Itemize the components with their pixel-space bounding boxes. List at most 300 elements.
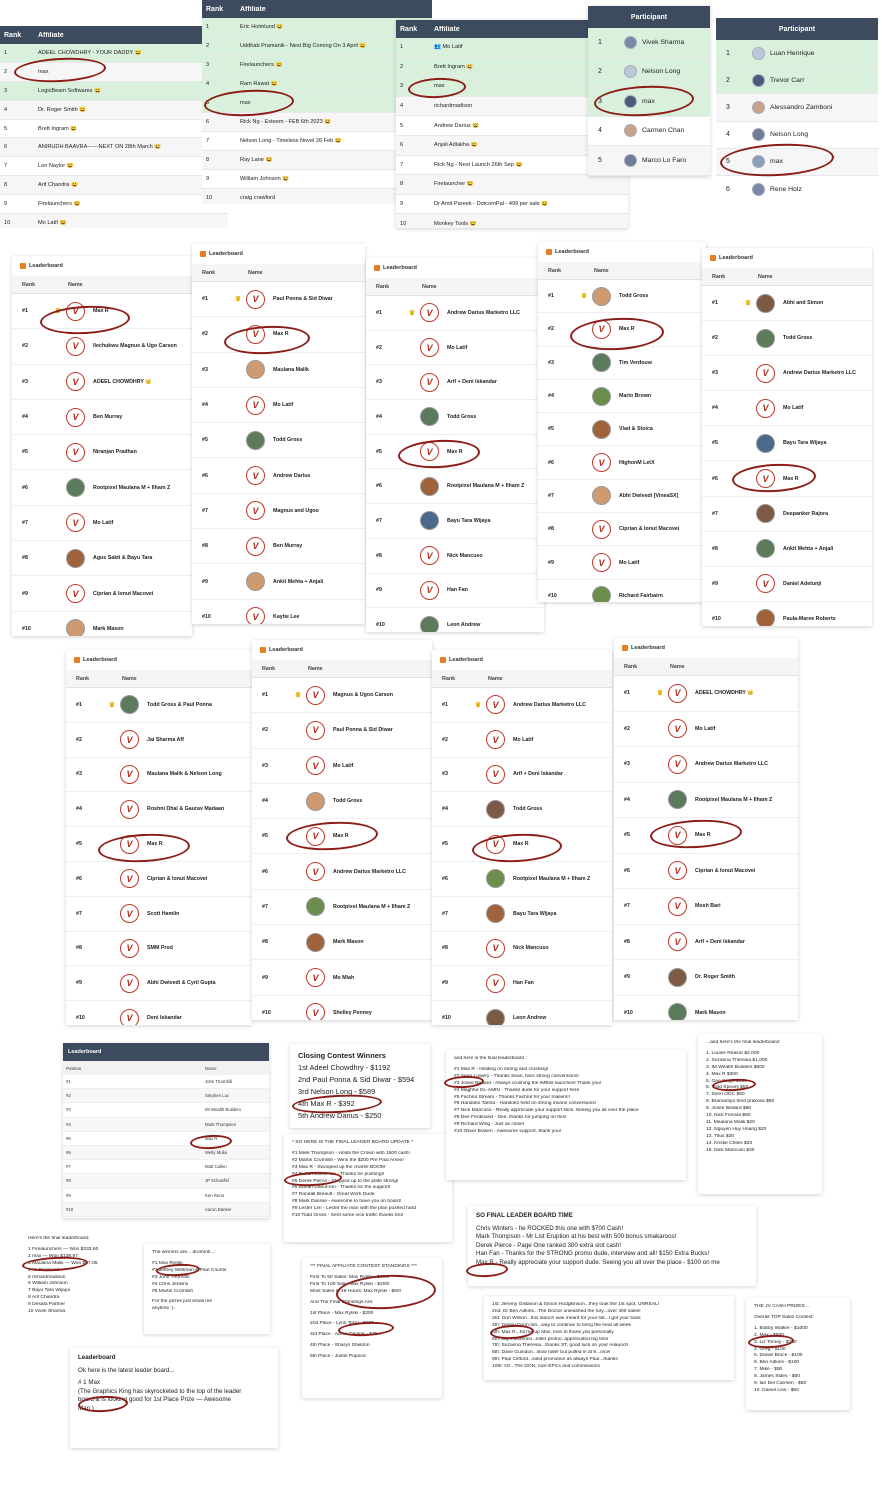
table-row	[716, 40, 878, 67]
participant-name: Leon Andrew	[447, 622, 481, 629]
leaderboard-card-6	[66, 650, 252, 1025]
leaderboard-card-7	[252, 640, 432, 1020]
trophy-icon	[74, 657, 80, 663]
participant-name: Ciprian & Ionut Macovei	[147, 875, 208, 882]
profile-photo	[246, 572, 265, 591]
leaderboard-card-1	[12, 256, 192, 636]
text-line: 8th: Dave Guindon...slow roller but pulled in at 8...nice!	[492, 1350, 611, 1356]
participant-name: Bayu Tara Wijaya	[447, 517, 491, 524]
text-line: 1st Adeel Chowdhry - $1192	[298, 1063, 391, 1072]
rank-header: Rank	[262, 665, 276, 672]
leaderboard-row	[432, 723, 612, 758]
participant-name: Rene Holz	[770, 185, 802, 193]
jv-cash-card	[746, 1298, 850, 1410]
leaderboard-row	[702, 286, 872, 321]
crown-icon: ♛	[408, 309, 416, 317]
text-line: #8 Dee Ferdinand - Dee, thanks for jumping on this!	[454, 1115, 567, 1121]
rank-cell: #7	[624, 903, 630, 910]
rank-cell: #7	[262, 903, 268, 910]
leaderboard-row	[192, 564, 365, 599]
leaderboard-row	[432, 758, 612, 793]
leaderboard-row	[366, 331, 544, 366]
text-line: 3. IM Wealth Builders $600	[706, 1064, 765, 1070]
participant-name: Mosh Bari	[695, 903, 721, 910]
text-line: #4 Maghfur EL-AMIN - Thanks dude for your support here	[454, 1087, 580, 1093]
affiliate-table-2: Rank Affiliate 1 Eric Holmlund 😀 2 Uddhab Pramanik - Next Big Coming On 3 April 😀 3 Firelaunchers 😀 4 Ram Rawat 😀 5 max 6 Rick Ng - Esteem - FEB 6th 2023 😀 7 Nelson Long - Timeless Novel 26 Feb 😀 8 Ray Lane 😀 9 William Johnson 😀 10 craig crawford	[202, 0, 432, 204]
profile-photo	[668, 1003, 687, 1020]
rank-cell: #3	[442, 771, 448, 778]
participant-name: Nick Mancuso	[447, 552, 483, 559]
rank-header: Rank	[548, 267, 562, 274]
affiliate-name: Mo Latif 😀	[38, 219, 67, 226]
affiliate-name: Uddhab Pramanik - Next Big Coming On 3 April 😀	[240, 43, 367, 49]
table-row	[716, 67, 878, 94]
leaderboard-title	[192, 244, 365, 264]
leaderboard-row	[614, 712, 798, 748]
participant-table-1: Participant 1 Vivek Sharma 2 Nelson Long 3 max 4 Carmen Chan 5 Marco Lo Faro	[588, 6, 710, 176]
brand-logo-icon: V	[420, 303, 439, 322]
profile-photo	[486, 800, 505, 819]
participant-name: Ilechukwu Magnus & Ugo Carson	[93, 343, 177, 350]
table-row	[63, 1160, 269, 1174]
table-row	[396, 175, 628, 195]
position-cell: #7	[66, 1164, 71, 1170]
participant-name: Ciprian & Ionut Macovei	[93, 590, 154, 597]
rank-cell: 9	[206, 176, 210, 182]
rank-cell: #4	[76, 806, 82, 813]
text-line: THE JV CASH PRIZES ..	[754, 1304, 809, 1309]
profile-photo	[486, 869, 505, 888]
participant-name: Andrew Darius Marketro LLC	[513, 701, 586, 708]
text-line: 8. James Sides - $50	[754, 1374, 800, 1380]
rank-cell: 4	[206, 81, 210, 87]
brand-logo-icon: V	[246, 501, 265, 520]
leaderboard-row	[192, 317, 365, 352]
participant-name: Nick Mancuso	[513, 945, 549, 952]
profile-photo	[246, 360, 265, 379]
affiliate-name: Firelaunchers 😀	[38, 201, 81, 208]
table-row	[63, 1118, 269, 1132]
rank-cell: #7	[202, 507, 208, 514]
brand-logo-icon: V	[756, 469, 775, 488]
affiliate-name: Rick Ng - Esteem - FEB 6th 2023 😀	[240, 119, 332, 125]
text-line: 4 Ali Blackwell	[28, 1267, 59, 1273]
table-row	[63, 1203, 269, 1217]
rank-cell: #8	[22, 555, 28, 562]
participant-name: Max R	[93, 308, 109, 315]
leaderboard-row	[66, 932, 252, 967]
leaderboard-title-text: Leaderboard	[555, 249, 589, 255]
text-line: 4. Greg - $100	[754, 1346, 786, 1352]
rank-cell: #9	[376, 587, 382, 594]
participant-name: Rootpixel Maulana M + Ilham Z	[695, 796, 773, 803]
participant-name: Luan Henrique	[770, 49, 815, 57]
rank-cell: #8	[376, 552, 382, 559]
brand-logo-icon: V	[306, 756, 325, 775]
rank-cell: 7	[206, 138, 210, 144]
brand-logo-icon: V	[66, 372, 85, 391]
leaderboard-row	[614, 818, 798, 854]
text-line: ...and here's the final leaderboard:	[706, 1040, 781, 1045]
brand-logo-icon: V	[420, 373, 439, 392]
text-line: * SO HERE IS THE FINAL LEADER BOARD UPDATE *	[292, 1140, 414, 1145]
text-line: #9 Lester Lim - Lester the man with the plan pushed hard	[292, 1206, 416, 1212]
profile-photo	[66, 478, 85, 497]
rank-cell: #6	[624, 867, 630, 874]
leaderboard-card-9	[614, 638, 798, 1020]
leaderboard-row	[252, 819, 432, 854]
leaderboard-row	[192, 282, 365, 317]
table-row	[63, 1089, 269, 1103]
text-line: 5th Place - Justin Popovic	[310, 1354, 367, 1360]
leaderboard-row	[252, 890, 432, 925]
name-header: Name	[122, 675, 137, 682]
participant-name: Nelson Long	[770, 131, 809, 139]
profile-photo	[66, 619, 85, 636]
rank-cell: #1	[76, 701, 82, 708]
affiliate-name: Arif Chandra 😀	[38, 182, 78, 189]
rank-header: Rank	[442, 675, 456, 682]
participant-name: Abhi and Simon	[783, 300, 824, 307]
text-line: Man )	[78, 1404, 94, 1412]
text-line: 6. Todd Spears $50	[706, 1085, 749, 1091]
rank-cell: #3	[22, 378, 28, 385]
participant-name: SMM Prod	[147, 945, 173, 952]
leaderboard-row	[66, 897, 252, 932]
affiliate-name: Anjali Adlakha 😀	[434, 142, 478, 149]
text-line: 11. Maulana Malik $20	[706, 1119, 755, 1125]
leaderboard-row	[614, 925, 798, 961]
participant-name: Andrew Darius Marketro LLC	[333, 868, 406, 875]
leaderboard-row	[702, 391, 872, 426]
rank-cell: #5	[76, 841, 82, 848]
leaderboard-row	[366, 365, 544, 400]
position-cell: #10	[66, 1206, 74, 1212]
brand-logo-icon: V	[486, 765, 505, 784]
leaderboard-row	[66, 758, 252, 793]
leaderboard-row	[702, 602, 872, 626]
participant-name: Andrew Darius Marketro LLC	[695, 761, 768, 768]
rank-cell: #10	[22, 625, 31, 632]
participant-name: Richard Fairbairn	[619, 592, 663, 599]
text-line: and here is the final leaderboard :	[454, 1056, 527, 1061]
participant-name: Arif + Deni Iskandar	[447, 379, 497, 386]
brand-logo-icon: V	[120, 869, 139, 888]
name-cell: Stephen Luc	[205, 1093, 230, 1099]
rank-cell: 10	[206, 195, 213, 201]
participant-name: Mo Latif	[513, 736, 534, 743]
participant-name: Andrew Darius Marketro LLC	[447, 309, 520, 316]
participant-name: Todd Gross	[619, 293, 649, 300]
rank-cell: #7	[22, 519, 28, 526]
position-cell: #8	[66, 1178, 71, 1184]
rank-cell: 5	[400, 122, 404, 129]
rank-cell: #9	[712, 580, 718, 587]
rank-cell: #1	[712, 300, 718, 307]
participant-name: Mo Miah	[333, 974, 355, 981]
rank-cell: #8	[262, 939, 268, 946]
table-row	[588, 28, 710, 58]
brand-logo-icon: V	[420, 338, 439, 357]
leaderboard-row	[702, 461, 872, 496]
rank-cell: 5	[726, 158, 730, 166]
brand-logo-icon: V	[120, 939, 139, 958]
table-row	[63, 1146, 269, 1160]
trophy-icon	[710, 255, 716, 261]
text-line: 2. Suzanna Theresia $1,000	[706, 1057, 768, 1063]
participant-name: Marco Lo Faro	[642, 156, 687, 164]
participant-name: Dr. Roger Smith	[695, 974, 736, 981]
avatar	[752, 74, 765, 87]
leaderboard-row	[432, 792, 612, 827]
affiliate-name: craig crawford	[240, 195, 276, 201]
avatar	[752, 183, 765, 196]
rank-cell: #7	[548, 492, 554, 499]
participant-name: Tim Verdouw	[619, 359, 652, 366]
brand-logo-icon: V	[420, 581, 439, 600]
text-line: # 1 Max	[78, 1379, 101, 1387]
participant-name: Leon Andrew	[513, 1015, 547, 1022]
participant-name: Nelson Long	[642, 68, 681, 76]
table-row	[396, 214, 628, 228]
text-line: 4. Max R $300	[706, 1071, 738, 1077]
text-line: First To 100 Sale: Max Rylski - $200!	[310, 1281, 390, 1287]
participant-name: Magnus and Ugoo	[273, 507, 319, 514]
text-line: 10 Vivek Sharma	[28, 1309, 66, 1315]
affiliate-name: 👥 Mo Latif	[434, 44, 463, 51]
leaderboard-row	[192, 600, 365, 624]
rank-cell: #8	[712, 545, 718, 552]
crown-icon: ♛	[54, 308, 62, 316]
brand-logo-icon: V	[246, 466, 265, 485]
leaderboard-row	[366, 504, 544, 539]
crown-icon: ♛	[656, 690, 664, 698]
rank-cell: #4	[22, 414, 28, 421]
affiliate-name: richardmadison	[434, 103, 473, 110]
text-line: #10 Todd Gross - Sent some nice traffic thanks bro!	[292, 1213, 404, 1219]
leaderboard-row	[614, 889, 798, 925]
leaderboard-row	[12, 576, 192, 611]
rank-cell: #5	[624, 832, 630, 839]
closing-contest-card	[290, 1044, 430, 1128]
participant-name: Max R	[333, 833, 349, 840]
table-row	[716, 176, 878, 198]
text-line: Overall TOP Sales Contest:	[754, 1314, 814, 1320]
leaderboard-row	[66, 862, 252, 897]
participant-name: Todd Gross	[447, 413, 477, 420]
column-header	[66, 670, 252, 688]
brand-logo-icon: V	[420, 546, 439, 565]
rank-cell: #1	[624, 690, 630, 697]
rank-cell: #1	[376, 309, 382, 316]
rank-cell: #4	[202, 402, 208, 409]
leaderboard-title	[252, 640, 432, 660]
rank-header: Rank	[22, 281, 36, 288]
affiliate-table-3: Rank Affiliate 1 👥 Mo Latif 2 Brett Ingram 😀 3 max 4 richardmadison 5 Andrew Darius 😀 6 Anjali Adlakha 😀 7 Rick Ng - Next Launch 26th Sep 😀 8 Firelauncher 😀 9 Dr Amit Pareek - DotcomPal - 499 per sale 😀 10 Monkey Tools 😀	[396, 20, 628, 228]
participant-name: Alessandro Zamboni	[770, 103, 833, 111]
participant-name: Bayu Tara Wijaya	[783, 440, 827, 447]
rank-cell: #9	[548, 559, 554, 566]
profile-photo	[592, 486, 611, 505]
leaderboard-row	[432, 966, 612, 1001]
rank-cell: #8	[624, 938, 630, 945]
table-row	[396, 195, 628, 215]
brand-logo-icon: V	[486, 730, 505, 749]
trophy-icon	[374, 265, 380, 271]
unreal-card	[484, 1296, 734, 1380]
text-line: #8 Mark Dulisse - Awesome to have you on board!	[292, 1199, 402, 1205]
leaderboard-row	[252, 854, 432, 889]
brand-logo-icon: V	[486, 835, 505, 854]
rank-cell: 1	[598, 38, 602, 46]
leaderboard-row	[538, 380, 706, 413]
profile-photo	[756, 609, 775, 626]
text-line: Derek Pierce - Page One ranked 300 extra slot cash!	[476, 1241, 622, 1249]
participant-name: Max R	[147, 841, 163, 848]
rank-cell: #3	[548, 359, 554, 366]
rank-cell: 2	[4, 68, 8, 75]
leaderboard-row	[12, 506, 192, 541]
affiliate-name: Ram Rawat 😀	[240, 81, 278, 87]
name-cell: JP Schoeffel	[205, 1178, 229, 1184]
rank-header: Rank	[624, 663, 638, 670]
leaderboard-row	[614, 676, 798, 712]
brand-logo-icon: V	[668, 826, 687, 845]
rank-cell: #3	[712, 370, 718, 377]
position-cell: #2	[66, 1093, 71, 1099]
name-cell: Max R	[205, 1135, 218, 1141]
avatar	[752, 47, 765, 60]
leaderboard-card-4	[538, 242, 706, 602]
rank-cell: #10	[376, 622, 385, 629]
affiliate-name: ANIRUDH BAAVRA------NEXT ON 28th March 😀	[38, 144, 162, 151]
participant-name: Abhi Dwivedi [VineaSX]	[619, 492, 679, 499]
participant-name: max	[642, 97, 655, 105]
brand-logo-icon: V	[592, 320, 611, 339]
participant-name: Rootpixel Maulana M + Ilham Z	[447, 483, 525, 490]
brand-logo-icon: V	[306, 686, 325, 705]
brand-logo-icon: V	[120, 835, 139, 854]
brand-logo-icon: V	[120, 730, 139, 749]
participant-name: ADEEL CHOWDHRY 👑	[695, 690, 754, 697]
affiliate-name: Brett Ingram 😀	[434, 63, 474, 70]
text-line: 2 max — Won $138.97	[28, 1253, 78, 1259]
rank-cell: #3	[202, 366, 208, 373]
leaderboard-row	[66, 723, 252, 758]
leaderboard-card-8	[432, 650, 612, 1025]
participant-name: Ben Murray	[93, 414, 123, 421]
rank-cell: #2	[76, 736, 82, 743]
leaderboard-row	[366, 469, 544, 504]
participant-table-2: Participant 1 Luan Henrique 2 Trevor Carr 3 Alessandro Zamboni 4 Nelson Long 5 max 6 Rene Holz	[716, 18, 878, 198]
leaderboard-card-3	[366, 258, 544, 632]
table-row	[716, 122, 878, 149]
so-final-card	[468, 1206, 756, 1286]
leaderboard-row	[252, 678, 432, 713]
affiliate-table-1: Rank Affiliate 1 ADEEL CHOWDHRY - YOUR DADDY 😀 2 max 3 LogicBeam Softwares 😀 4 Dr. Roger Smith 😀 5 Brett Ingram 😀 6 ANIRUDH BAAVRA------NEXT ON 28th March 😀 7 Lon Naylor 😀 8 Arif Chandra 😀 9 Firelaunchers 😀 10 Mo Latif 😀	[0, 26, 228, 228]
brand-logo-icon: V	[306, 827, 325, 846]
participant-name: Max R	[783, 475, 799, 482]
leaderboard-row	[614, 783, 798, 819]
rank-cell: #5	[202, 437, 208, 444]
profile-photo	[306, 792, 325, 811]
text-line: 1st: Jeremy Gislason & Simon Hodgkinson...they took the 1st spot, UNREAL!	[492, 1302, 660, 1307]
rank-cell: 4	[400, 103, 404, 110]
rank-cell: 2	[400, 63, 404, 70]
leaderboard-row	[432, 932, 612, 967]
participant-name: Mo Latif	[273, 402, 294, 409]
rank-cell: #2	[548, 326, 554, 333]
rank-cell: #7	[376, 517, 382, 524]
final-update-card	[284, 1134, 452, 1242]
text-line: 4th Place - Sharyn Sheldon	[310, 1343, 370, 1349]
text-line: 2. Max - $500	[754, 1332, 784, 1338]
leaderboard-row	[432, 827, 612, 862]
text-line: 9 Desafa Partner	[28, 1302, 65, 1308]
profile-photo	[120, 695, 139, 714]
text-line: 5th Andrew Darius - $250	[298, 1111, 382, 1120]
rank-cell: #5	[22, 449, 28, 456]
table-row	[63, 1075, 269, 1089]
brand-logo-icon: V	[306, 721, 325, 740]
participant-name: Mark Mason	[695, 1009, 726, 1016]
participant-name: Roshni Dhal & Gaurav Madaan	[147, 806, 225, 813]
affiliate-name: Ray Lane 😀	[240, 157, 273, 163]
rank-cell: 10	[400, 220, 407, 227]
table-row	[0, 44, 228, 63]
participant-name: Mark Mason	[333, 939, 364, 946]
leaderboard-title-text: Leaderboard	[719, 255, 753, 261]
table-row	[0, 176, 228, 195]
table-row	[0, 82, 228, 101]
rank-cell: #9	[76, 980, 82, 987]
text-line: Closing Contest Winners	[298, 1051, 386, 1060]
rank-cell: #10	[262, 1009, 271, 1016]
leaderboard-row	[192, 353, 365, 388]
rank-cell: 6	[400, 142, 404, 149]
text-line: For the prizes just email me	[152, 1299, 213, 1305]
leaderboard-card-2	[192, 244, 365, 624]
profile-photo	[306, 933, 325, 952]
name-cell: Welly Mulia	[205, 1150, 227, 1156]
text-line: 5th: Max R...hit me up Max, love to thank you personally	[492, 1329, 614, 1335]
text-line: (The Graphics King has skyrocketed to the top of the leader	[78, 1387, 242, 1395]
leaderboard-row	[192, 388, 365, 423]
rank-cell: #3	[624, 761, 630, 768]
text-line: 10. Daniel Lew - $50	[754, 1387, 799, 1393]
rank-cell: #5	[548, 426, 554, 433]
text-line: #5 Fachrul Stream - Thanks Fachrul for your mailers!!	[454, 1094, 570, 1100]
brand-logo-icon: V	[306, 968, 325, 987]
brand-logo-icon: V	[120, 1009, 139, 1025]
brand-logo-icon: V	[592, 553, 611, 572]
leaderboard-title	[66, 650, 252, 670]
text-line: #6 Handoko Tantra - Handoko held on strong insane conversions!	[454, 1101, 597, 1107]
table-row	[0, 101, 228, 120]
rank-cell: 3	[4, 87, 8, 94]
rank-cell: 4	[726, 131, 730, 139]
rank-cell: #3	[262, 762, 268, 769]
brand-logo-icon: V	[66, 584, 85, 603]
leaderboard-row	[66, 1001, 252, 1025]
leaderboard-row	[252, 925, 432, 960]
leaderboard-row	[66, 827, 252, 862]
brand-logo-icon: V	[592, 453, 611, 472]
leaderboard-row	[252, 784, 432, 819]
leaderboard-title-text: Leaderboard	[269, 647, 303, 653]
text-line: Han Fan - Thanks for the STRONG promo dude, interview and all! $150 Extra Bucks!	[476, 1250, 710, 1258]
leaderboard-row	[12, 294, 192, 329]
